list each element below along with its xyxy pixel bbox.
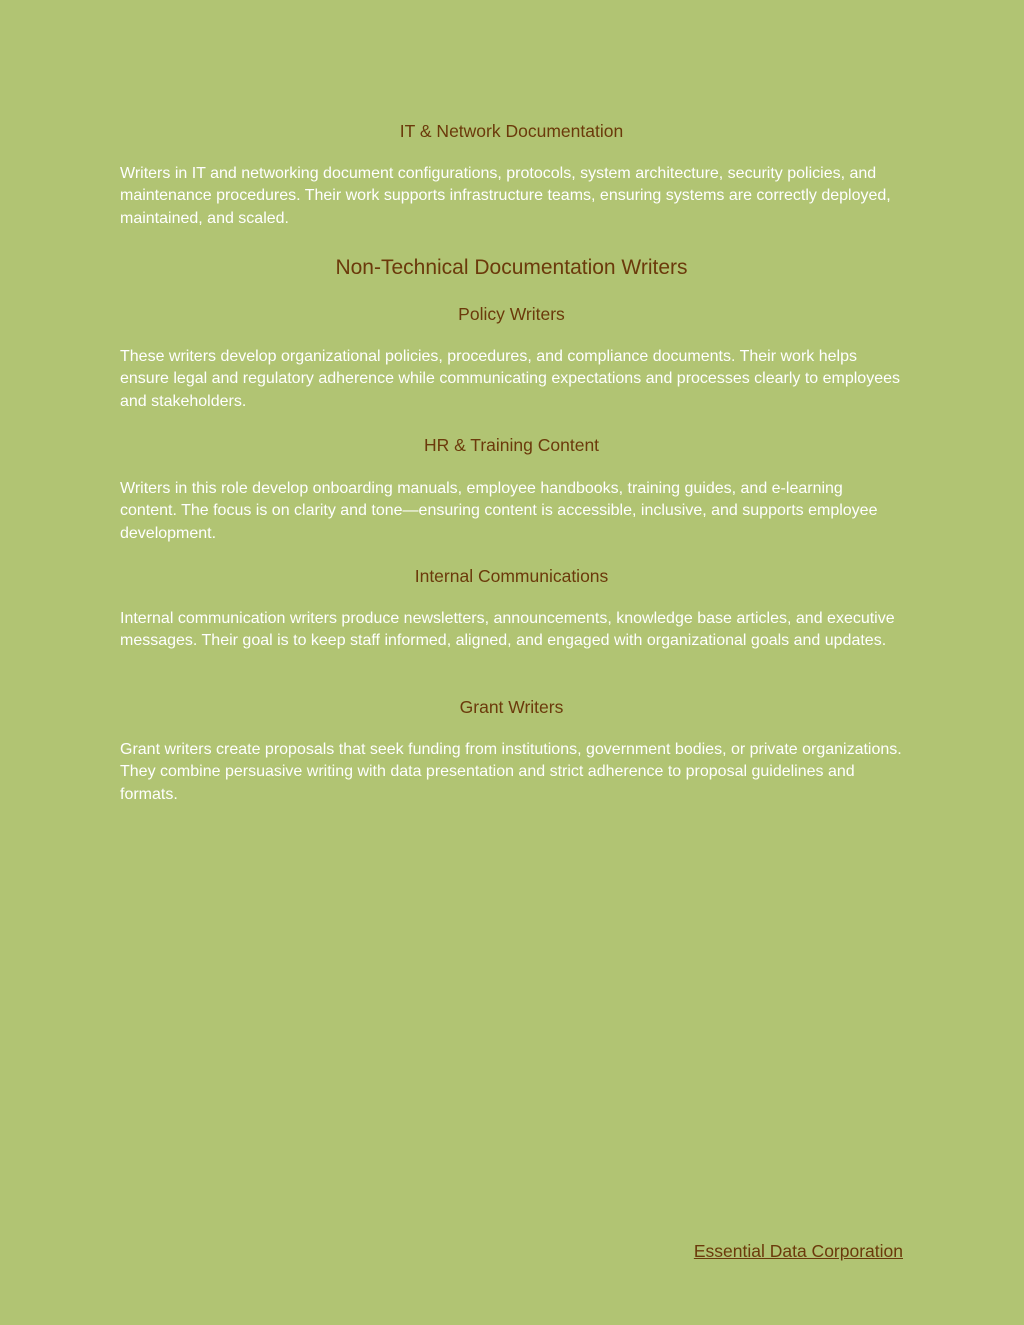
section-body-policy-writers: These writers develop organizational policies, procedures, and compliance documents. Their work helps ensure legal and regulatory adherence while communicating expectations and processes clearly to employees and stakeholders. (120, 348, 900, 410)
section-title-hr-training: HR & Training Content (423, 435, 600, 455)
section-body-it-network: Writers in IT and networking document configurations, protocols, system architecture, security policies, and maintenance procedures. Their work supports infrastructure teams, ensuring systems are correctly deployed, maintained, and scaled. (120, 165, 891, 227)
section-body-grant-writers: Grant writers create proposals that seek funding from institutions, government bodies, or private organizations. They combine persuasive writing with data presentation and strict adherence to proposal guidelines and formats. (120, 741, 902, 803)
section-title-it-network: IT & Network Documentation (399, 121, 624, 141)
footer-company-link[interactable]: Essential Data Corporation (693, 1241, 903, 1261)
section-title-policy-writers: Policy Writers (458, 304, 565, 324)
heading-non-technical-writers: Non-Technical Documentation Writers (335, 256, 688, 279)
section-title-internal-comms: Internal Communications (414, 566, 609, 586)
section-body-internal-comms: Internal communication writers produce newsletters, announcements, knowledge base articles, and executive messages. Their goal is to keep staff informed, aligned, and engaged with organizational goals and updates. (120, 610, 895, 650)
section-body-hr-training: Writers in this role develop onboarding manuals, employee handbooks, training guides, and e-learning content. The focus is on clarity and tone—ensuring content is accessible, inclusive, and supports employee development. (120, 480, 878, 542)
section-title-grant-writers: Grant Writers (459, 697, 564, 717)
